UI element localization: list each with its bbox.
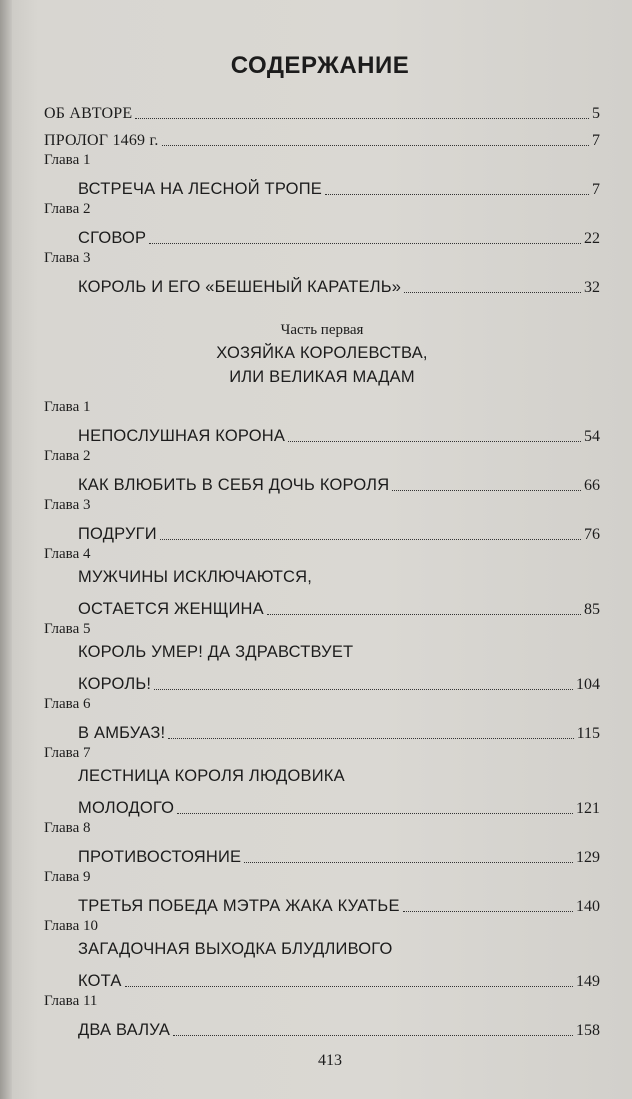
dot-leader xyxy=(160,539,581,540)
entry-title-line: ЗАГАДОЧНАЯ ВЫХОДКА БЛУДЛИВОГО xyxy=(78,940,393,958)
part-chapter-list xyxy=(44,397,600,1040)
entry-page-number: 121 xyxy=(576,800,600,817)
toc-entry xyxy=(44,887,600,916)
toc-entry xyxy=(44,96,600,123)
entry-title: В АМБУАЗ! xyxy=(78,724,166,742)
page-title: СОДЕРЖАНИЕ xyxy=(230,52,410,79)
dot-leader xyxy=(244,862,573,863)
entry-title-line: КОРОЛЬ УМЕР! ДА ЗДРАВСТВУЕТ xyxy=(78,643,354,661)
entry-page-number: 115 xyxy=(576,725,600,742)
toc-entry xyxy=(44,170,600,199)
dot-leader xyxy=(177,813,573,814)
chapter-label: Глава 2 xyxy=(44,448,91,464)
entry-title-line: ЛЕСТНИЦА КОРОЛЯ ЛЮДОВИКА xyxy=(78,767,345,785)
entry-title: КОРОЛЬ И ЕГО «БЕШЕНЫЙ КАРАТЕЛЬ» xyxy=(78,278,402,296)
entry-page-number: 85 xyxy=(584,601,600,618)
part-heading xyxy=(44,319,600,389)
entry-page-number: 22 xyxy=(584,230,600,247)
entry-page-number: 32 xyxy=(584,279,600,296)
front-matter-list xyxy=(44,96,600,150)
entry-title: ТРЕТЬЯ ПОБЕДА МЭТРА ЖАКА КУАТЬЕ xyxy=(78,897,400,915)
entry-page-number: 66 xyxy=(584,477,600,494)
entry-title: ДВА ВАЛУА xyxy=(78,1021,171,1039)
chapter-label: Глава 3 xyxy=(44,497,91,513)
chapter-label: Глава 2 xyxy=(44,201,91,217)
entry-title: ПРОЛОГ 1469 г. xyxy=(44,132,159,149)
entry-page-number: 5 xyxy=(592,105,600,122)
dot-leader xyxy=(403,911,573,912)
part-title-line: ХОЗЯЙКА КОРОЛЕВСТВА, xyxy=(216,344,428,362)
toc-entry xyxy=(44,714,600,743)
chapter-label: Глава 7 xyxy=(44,745,91,761)
entry-title: МОЛОДОГО xyxy=(78,799,175,817)
entry-page-number: 158 xyxy=(576,1022,600,1039)
entry-title-line: МУЖЧИНЫ ИСКЛЮЧАЮТСЯ, xyxy=(78,568,313,586)
dot-leader xyxy=(404,292,581,293)
entry-page-number: 149 xyxy=(576,973,600,990)
entry-title: ОБ АВТОРЕ xyxy=(44,105,133,122)
chapter-label: Глава 4 xyxy=(44,546,91,562)
page-number: 413 xyxy=(318,1052,342,1069)
entry-page-number: 104 xyxy=(576,676,600,693)
entry-page-number: 129 xyxy=(576,849,600,866)
entry-page-number: 76 xyxy=(584,526,600,543)
toc-entry xyxy=(44,466,600,495)
chapter-label: Глава 10 xyxy=(44,918,98,934)
entry-page-number: 140 xyxy=(576,898,600,915)
prologue-chapter-list xyxy=(44,150,600,297)
entry-page-number: 7 xyxy=(592,132,600,149)
entry-page-number: 7 xyxy=(592,181,600,198)
part-label: Часть первая xyxy=(280,322,364,338)
dot-leader xyxy=(168,738,573,739)
book-spine-shadow xyxy=(0,0,12,1099)
dot-leader xyxy=(325,194,589,195)
toc-entry xyxy=(44,789,600,818)
toc-entry xyxy=(44,268,600,297)
table-of-contents xyxy=(44,96,600,1040)
entry-page-number: 54 xyxy=(584,428,600,445)
dot-leader xyxy=(154,689,573,690)
toc-entry xyxy=(44,417,600,446)
entry-title: ВСТРЕЧА НА ЛЕСНОЙ ТРОПЕ xyxy=(78,180,322,198)
entry-title: ПРОТИВОСТОЯНИЕ xyxy=(78,848,242,866)
toc-entry xyxy=(44,590,600,619)
chapter-label: Глава 9 xyxy=(44,869,91,885)
chapter-label: Глава 6 xyxy=(44,696,91,712)
dot-leader xyxy=(173,1035,573,1036)
entry-title: ПОДРУГИ xyxy=(78,525,157,543)
toc-entry xyxy=(44,962,600,991)
chapter-label: Глава 5 xyxy=(44,621,91,637)
chapter-label: Глава 3 xyxy=(44,250,91,266)
entry-title: КОТА xyxy=(78,972,122,990)
entry-title: НЕПОСЛУШНАЯ КОРОНА xyxy=(78,427,286,445)
chapter-label: Глава 1 xyxy=(44,152,91,168)
toc-entry xyxy=(44,1011,600,1040)
chapter-label: Глава 11 xyxy=(44,993,98,1009)
entry-title: СГОВОР xyxy=(78,229,147,247)
toc-entry xyxy=(44,123,600,150)
dot-leader xyxy=(267,614,581,615)
dot-leader xyxy=(125,986,573,987)
entry-title: КАК ВЛЮБИТЬ В СЕБЯ ДОЧЬ КОРОЛЯ xyxy=(78,476,390,494)
dot-leader xyxy=(162,145,589,146)
chapter-label: Глава 8 xyxy=(44,820,91,836)
toc-entry xyxy=(44,515,600,544)
dot-leader xyxy=(149,243,581,244)
dot-leader xyxy=(135,118,589,119)
toc-entry xyxy=(44,665,600,694)
entry-title: ОСТАЕТСЯ ЖЕНЩИНА xyxy=(78,600,264,618)
dot-leader xyxy=(288,441,581,442)
toc-entry xyxy=(44,219,600,248)
toc-entry xyxy=(44,838,600,867)
chapter-label: Глава 1 xyxy=(44,399,91,415)
dot-leader xyxy=(392,490,581,491)
entry-title: КОРОЛЬ! xyxy=(78,675,152,693)
part-title-line: ИЛИ ВЕЛИКАЯ МАДАМ xyxy=(229,368,415,386)
